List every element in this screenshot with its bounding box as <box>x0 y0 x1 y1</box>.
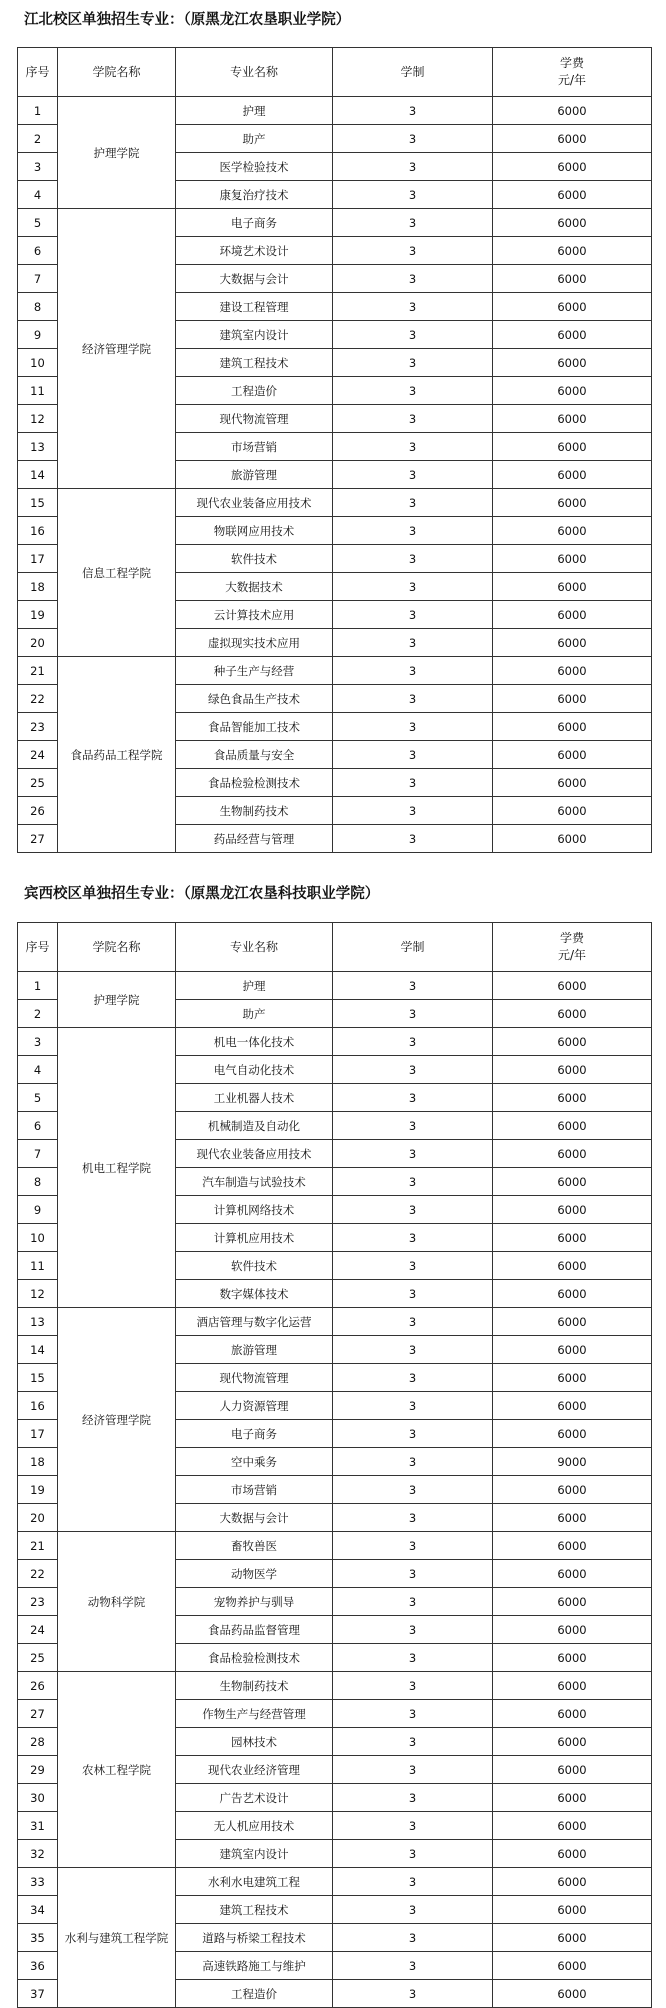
tuition-fee: 6000 <box>493 265 652 293</box>
tuition-fee: 6000 <box>493 1252 652 1280</box>
major-name: 数字媒体技术 <box>176 1280 333 1308</box>
college-name: 水利与建筑工程学院 <box>58 1868 176 2008</box>
tuition-fee: 6000 <box>493 1392 652 1420</box>
major-name: 市场营销 <box>176 433 333 461</box>
table-row <box>18 1308 652 1336</box>
row-index: 4 <box>18 181 58 209</box>
major-name: 机电一体化技术 <box>176 1028 333 1056</box>
study-years: 3 <box>333 1224 493 1252</box>
row-index: 17 <box>18 545 58 573</box>
tuition-fee: 6000 <box>493 657 652 685</box>
row-index: 30 <box>18 1784 58 1812</box>
major-name: 物联网应用技术 <box>176 517 333 545</box>
tuition-fee: 6000 <box>493 1840 652 1868</box>
major-name: 现代农业装备应用技术 <box>176 489 333 517</box>
row-index: 26 <box>18 797 58 825</box>
study-years: 3 <box>333 405 493 433</box>
row-index: 37 <box>18 1980 58 2008</box>
row-index: 33 <box>18 1868 58 1896</box>
table-row <box>18 1672 652 1700</box>
row-index: 5 <box>18 209 58 237</box>
row-index: 25 <box>18 1644 58 1672</box>
row-index: 23 <box>18 713 58 741</box>
row-index: 9 <box>18 321 58 349</box>
study-years: 3 <box>333 1112 493 1140</box>
major-name: 食品药品监督管理 <box>176 1616 333 1644</box>
major-name: 动物医学 <box>176 1560 333 1588</box>
study-years: 3 <box>333 1644 493 1672</box>
major-name: 软件技术 <box>176 1252 333 1280</box>
tuition-fee: 6000 <box>493 1644 652 1672</box>
tuition-fee: 6000 <box>493 1504 652 1532</box>
major-name: 云计算技术应用 <box>176 601 333 629</box>
tuition-fee: 6000 <box>493 1224 652 1252</box>
row-index: 11 <box>18 1252 58 1280</box>
major-name: 食品检验检测技术 <box>176 769 333 797</box>
tuition-fee: 6000 <box>493 769 652 797</box>
tuition-fee: 6000 <box>493 97 652 125</box>
row-index: 21 <box>18 657 58 685</box>
tuition-fee: 6000 <box>493 517 652 545</box>
study-years: 3 <box>333 1812 493 1840</box>
major-name: 大数据技术 <box>176 573 333 601</box>
major-name: 环境艺术设计 <box>176 237 333 265</box>
study-years: 3 <box>333 657 493 685</box>
study-years: 3 <box>333 769 493 797</box>
row-index: 4 <box>18 1056 58 1084</box>
row-index: 13 <box>18 1308 58 1336</box>
table-row <box>18 1028 652 1056</box>
tuition-fee: 6000 <box>493 797 652 825</box>
study-years: 3 <box>333 181 493 209</box>
study-years: 3 <box>333 1084 493 1112</box>
study-years: 3 <box>333 972 493 1000</box>
row-index: 20 <box>18 1504 58 1532</box>
major-name: 药品经营与管理 <box>176 825 333 853</box>
row-index: 14 <box>18 461 58 489</box>
major-name: 人力资源管理 <box>176 1392 333 1420</box>
table-header-row <box>18 48 652 97</box>
row-index: 5 <box>18 1084 58 1112</box>
major-name: 建设工程管理 <box>176 293 333 321</box>
major-name: 旅游管理 <box>176 461 333 489</box>
tuition-fee: 6000 <box>493 489 652 517</box>
major-name: 酒店管理与数字化运营 <box>176 1308 333 1336</box>
study-years: 3 <box>333 601 493 629</box>
major-name: 高速铁路施工与维护 <box>176 1952 333 1980</box>
major-name: 工程造价 <box>176 1980 333 2008</box>
section-title: 宾西校区单独招生专业：（原黑龙江农垦科技职业学院） <box>24 885 380 902</box>
tuition-fee: 6000 <box>493 1700 652 1728</box>
tuition-fee: 6000 <box>493 1140 652 1168</box>
tuition-fee: 6000 <box>493 1084 652 1112</box>
row-index: 19 <box>18 601 58 629</box>
study-years: 3 <box>333 1896 493 1924</box>
college-name: 经济管理学院 <box>58 209 176 489</box>
tuition-fee: 6000 <box>493 237 652 265</box>
row-index: 12 <box>18 1280 58 1308</box>
row-index: 8 <box>18 1168 58 1196</box>
study-years: 3 <box>333 1952 493 1980</box>
tuition-fee: 6000 <box>493 545 652 573</box>
study-years: 3 <box>333 1840 493 1868</box>
study-years: 3 <box>333 433 493 461</box>
header-fee-unit: 元/年 <box>557 948 587 962</box>
row-index: 19 <box>18 1476 58 1504</box>
study-years: 3 <box>333 1308 493 1336</box>
college-name: 食品药品工程学院 <box>58 657 176 853</box>
tuition-fee: 6000 <box>493 1308 652 1336</box>
tuition-fee: 6000 <box>493 1280 652 1308</box>
tuition-fee: 6000 <box>493 825 652 853</box>
college-name: 经济管理学院 <box>58 1308 176 1532</box>
tuition-fee: 6000 <box>493 321 652 349</box>
row-index: 1 <box>18 972 58 1000</box>
tuition-fee: 6000 <box>493 1168 652 1196</box>
study-years: 3 <box>333 825 493 853</box>
major-name: 护理 <box>176 972 333 1000</box>
major-name: 食品检验检测技术 <box>176 1644 333 1672</box>
majors-table <box>17 47 652 853</box>
major-name: 计算机应用技术 <box>176 1224 333 1252</box>
row-index: 3 <box>18 1028 58 1056</box>
study-years: 3 <box>333 1196 493 1224</box>
header-fee-label: 学费 <box>559 56 584 70</box>
majors-table <box>17 922 652 2008</box>
major-name: 作物生产与经营管理 <box>176 1700 333 1728</box>
table-row <box>18 1868 652 1896</box>
row-index: 13 <box>18 433 58 461</box>
major-name: 虚拟现实技术应用 <box>176 629 333 657</box>
table-row <box>18 657 652 685</box>
row-index: 18 <box>18 1448 58 1476</box>
tuition-fee: 6000 <box>493 1784 652 1812</box>
row-index: 32 <box>18 1840 58 1868</box>
row-index: 17 <box>18 1420 58 1448</box>
row-index: 24 <box>18 1616 58 1644</box>
tuition-fee: 6000 <box>493 1476 652 1504</box>
study-years: 3 <box>333 797 493 825</box>
row-index: 7 <box>18 1140 58 1168</box>
tuition-fee: 6000 <box>493 1028 652 1056</box>
major-name: 助产 <box>176 125 333 153</box>
major-name: 工业机器人技术 <box>176 1084 333 1112</box>
header-major: 专业名称 <box>176 48 333 97</box>
row-index: 26 <box>18 1672 58 1700</box>
tuition-fee: 6000 <box>493 601 652 629</box>
major-name: 种子生产与经营 <box>176 657 333 685</box>
study-years: 3 <box>333 209 493 237</box>
college-name: 护理学院 <box>58 972 176 1028</box>
tuition-fee: 6000 <box>493 629 652 657</box>
tuition-fee: 9000 <box>493 1448 652 1476</box>
row-index: 9 <box>18 1196 58 1224</box>
tuition-fee: 6000 <box>493 1196 652 1224</box>
tuition-fee: 6000 <box>493 1728 652 1756</box>
major-name: 电子商务 <box>176 1420 333 1448</box>
tuition-fee: 6000 <box>493 1924 652 1952</box>
study-years: 3 <box>333 489 493 517</box>
row-index: 15 <box>18 489 58 517</box>
study-years: 3 <box>333 237 493 265</box>
header-college: 学院名称 <box>58 48 176 97</box>
major-name: 机械制造及自动化 <box>176 1112 333 1140</box>
major-name: 食品智能加工技术 <box>176 713 333 741</box>
major-name: 现代农业经济管理 <box>176 1756 333 1784</box>
college-name: 动物科学院 <box>58 1532 176 1672</box>
major-name: 建筑工程技术 <box>176 1896 333 1924</box>
study-years: 3 <box>333 1476 493 1504</box>
tuition-fee: 6000 <box>493 1952 652 1980</box>
header-index: 序号 <box>18 48 58 97</box>
row-index: 2 <box>18 125 58 153</box>
major-name: 建筑室内设计 <box>176 321 333 349</box>
header-years: 学制 <box>333 923 493 972</box>
tuition-fee: 6000 <box>493 153 652 181</box>
tuition-fee: 6000 <box>493 1588 652 1616</box>
study-years: 3 <box>333 1252 493 1280</box>
major-name: 现代物流管理 <box>176 405 333 433</box>
tuition-fee: 6000 <box>493 1336 652 1364</box>
major-name: 畜牧兽医 <box>176 1532 333 1560</box>
tuition-fee: 6000 <box>493 1812 652 1840</box>
study-years: 3 <box>333 517 493 545</box>
row-index: 2 <box>18 1000 58 1028</box>
row-index: 12 <box>18 405 58 433</box>
tuition-fee: 6000 <box>493 1980 652 2008</box>
study-years: 3 <box>333 293 493 321</box>
major-name: 助产 <box>176 1000 333 1028</box>
tuition-fee: 6000 <box>493 1364 652 1392</box>
major-name: 现代物流管理 <box>176 1364 333 1392</box>
tuition-fee: 6000 <box>493 1868 652 1896</box>
row-index: 11 <box>18 377 58 405</box>
study-years: 3 <box>333 1700 493 1728</box>
header-index: 序号 <box>18 923 58 972</box>
header-fee-label: 学费 <box>559 931 584 945</box>
study-years: 3 <box>333 1420 493 1448</box>
study-years: 3 <box>333 377 493 405</box>
row-index: 20 <box>18 629 58 657</box>
study-years: 3 <box>333 1560 493 1588</box>
study-years: 3 <box>333 1392 493 1420</box>
row-index: 35 <box>18 1924 58 1952</box>
tuition-fee: 6000 <box>493 1056 652 1084</box>
major-name: 广告艺术设计 <box>176 1784 333 1812</box>
major-name: 食品质量与安全 <box>176 741 333 769</box>
study-years: 3 <box>333 1280 493 1308</box>
row-index: 16 <box>18 517 58 545</box>
study-years: 3 <box>333 1140 493 1168</box>
study-years: 3 <box>333 1168 493 1196</box>
row-index: 22 <box>18 685 58 713</box>
study-years: 3 <box>333 321 493 349</box>
study-years: 3 <box>333 265 493 293</box>
row-index: 6 <box>18 237 58 265</box>
header-fee <box>493 923 652 972</box>
study-years: 3 <box>333 1588 493 1616</box>
row-index: 18 <box>18 573 58 601</box>
major-name: 大数据与会计 <box>176 1504 333 1532</box>
major-name: 旅游管理 <box>176 1336 333 1364</box>
tuition-fee: 6000 <box>493 741 652 769</box>
major-name: 宠物养护与驯导 <box>176 1588 333 1616</box>
table-row <box>18 972 652 1000</box>
study-years: 3 <box>333 1672 493 1700</box>
row-index: 22 <box>18 1560 58 1588</box>
row-index: 23 <box>18 1588 58 1616</box>
row-index: 27 <box>18 825 58 853</box>
study-years: 3 <box>333 1756 493 1784</box>
tuition-fee: 6000 <box>493 713 652 741</box>
table-header-row <box>18 923 652 972</box>
row-index: 34 <box>18 1896 58 1924</box>
table-row <box>18 489 652 517</box>
tuition-fee: 6000 <box>493 1420 652 1448</box>
tuition-fee: 6000 <box>493 685 652 713</box>
major-name: 电子商务 <box>176 209 333 237</box>
row-index: 14 <box>18 1336 58 1364</box>
row-index: 10 <box>18 1224 58 1252</box>
major-name: 无人机应用技术 <box>176 1812 333 1840</box>
study-years: 3 <box>333 349 493 377</box>
college-name: 信息工程学院 <box>58 489 176 657</box>
study-years: 3 <box>333 685 493 713</box>
study-years: 3 <box>333 1000 493 1028</box>
tuition-fee: 6000 <box>493 349 652 377</box>
row-index: 31 <box>18 1812 58 1840</box>
study-years: 3 <box>333 1924 493 1952</box>
tuition-fee: 6000 <box>493 1532 652 1560</box>
major-name: 市场营销 <box>176 1476 333 1504</box>
major-name: 电气自动化技术 <box>176 1056 333 1084</box>
college-name: 农林工程学院 <box>58 1672 176 1868</box>
major-name: 空中乘务 <box>176 1448 333 1476</box>
header-fee <box>493 48 652 97</box>
major-name: 护理 <box>176 97 333 125</box>
study-years: 3 <box>333 1980 493 2008</box>
study-years: 3 <box>333 1728 493 1756</box>
row-index: 15 <box>18 1364 58 1392</box>
study-years: 3 <box>333 741 493 769</box>
major-name: 道路与桥梁工程技术 <box>176 1924 333 1952</box>
tuition-fee: 6000 <box>493 1112 652 1140</box>
study-years: 3 <box>333 125 493 153</box>
major-name: 园林技术 <box>176 1728 333 1756</box>
major-name: 水利水电建筑工程 <box>176 1868 333 1896</box>
major-name: 建筑室内设计 <box>176 1840 333 1868</box>
tuition-fee: 6000 <box>493 1672 652 1700</box>
row-index: 28 <box>18 1728 58 1756</box>
tuition-fee: 6000 <box>493 972 652 1000</box>
tuition-fee: 6000 <box>493 181 652 209</box>
row-index: 29 <box>18 1756 58 1784</box>
tuition-fee: 6000 <box>493 1756 652 1784</box>
study-years: 3 <box>333 1616 493 1644</box>
row-index: 21 <box>18 1532 58 1560</box>
row-index: 7 <box>18 265 58 293</box>
major-name: 大数据与会计 <box>176 265 333 293</box>
tuition-fee: 6000 <box>493 573 652 601</box>
major-name: 现代农业装备应用技术 <box>176 1140 333 1168</box>
tuition-fee: 6000 <box>493 1616 652 1644</box>
major-name: 绿色食品生产技术 <box>176 685 333 713</box>
header-fee-unit: 元/年 <box>557 73 587 87</box>
study-years: 3 <box>333 153 493 181</box>
study-years: 3 <box>333 97 493 125</box>
major-name: 计算机网络技术 <box>176 1196 333 1224</box>
section-title: 江北校区单独招生专业：（原黑龙江农垦职业学院） <box>24 11 351 28</box>
table-row <box>18 209 652 237</box>
major-name: 建筑工程技术 <box>176 349 333 377</box>
major-name: 康复治疗技术 <box>176 181 333 209</box>
row-index: 8 <box>18 293 58 321</box>
study-years: 3 <box>333 1028 493 1056</box>
row-index: 16 <box>18 1392 58 1420</box>
row-index: 10 <box>18 349 58 377</box>
tuition-fee: 6000 <box>493 377 652 405</box>
row-index: 3 <box>18 153 58 181</box>
study-years: 3 <box>333 545 493 573</box>
tuition-fee: 6000 <box>493 293 652 321</box>
tuition-fee: 6000 <box>493 433 652 461</box>
table-row <box>18 1532 652 1560</box>
header-major: 专业名称 <box>176 923 333 972</box>
tuition-fee: 6000 <box>493 1560 652 1588</box>
college-name: 护理学院 <box>58 97 176 209</box>
tuition-fee: 6000 <box>493 405 652 433</box>
header-college: 学院名称 <box>58 923 176 972</box>
tuition-fee: 6000 <box>493 1896 652 1924</box>
tuition-fee: 6000 <box>493 125 652 153</box>
row-index: 27 <box>18 1700 58 1728</box>
college-name: 机电工程学院 <box>58 1028 176 1308</box>
study-years: 3 <box>333 1056 493 1084</box>
row-index: 6 <box>18 1112 58 1140</box>
major-name: 软件技术 <box>176 545 333 573</box>
study-years: 3 <box>333 713 493 741</box>
header-years: 学制 <box>333 48 493 97</box>
tuition-fee: 6000 <box>493 461 652 489</box>
tuition-fee: 6000 <box>493 209 652 237</box>
study-years: 3 <box>333 573 493 601</box>
study-years: 3 <box>333 1364 493 1392</box>
major-name: 生物制药技术 <box>176 1672 333 1700</box>
major-name: 工程造价 <box>176 377 333 405</box>
study-years: 3 <box>333 1784 493 1812</box>
tuition-fee: 6000 <box>493 1000 652 1028</box>
study-years: 3 <box>333 629 493 657</box>
major-name: 医学检验技术 <box>176 153 333 181</box>
table-row <box>18 97 652 125</box>
major-name: 汽车制造与试验技术 <box>176 1168 333 1196</box>
study-years: 3 <box>333 1448 493 1476</box>
study-years: 3 <box>333 1336 493 1364</box>
study-years: 3 <box>333 461 493 489</box>
row-index: 36 <box>18 1952 58 1980</box>
study-years: 3 <box>333 1504 493 1532</box>
row-index: 25 <box>18 769 58 797</box>
major-name: 生物制药技术 <box>176 797 333 825</box>
row-index: 24 <box>18 741 58 769</box>
study-years: 3 <box>333 1532 493 1560</box>
row-index: 1 <box>18 97 58 125</box>
study-years: 3 <box>333 1868 493 1896</box>
